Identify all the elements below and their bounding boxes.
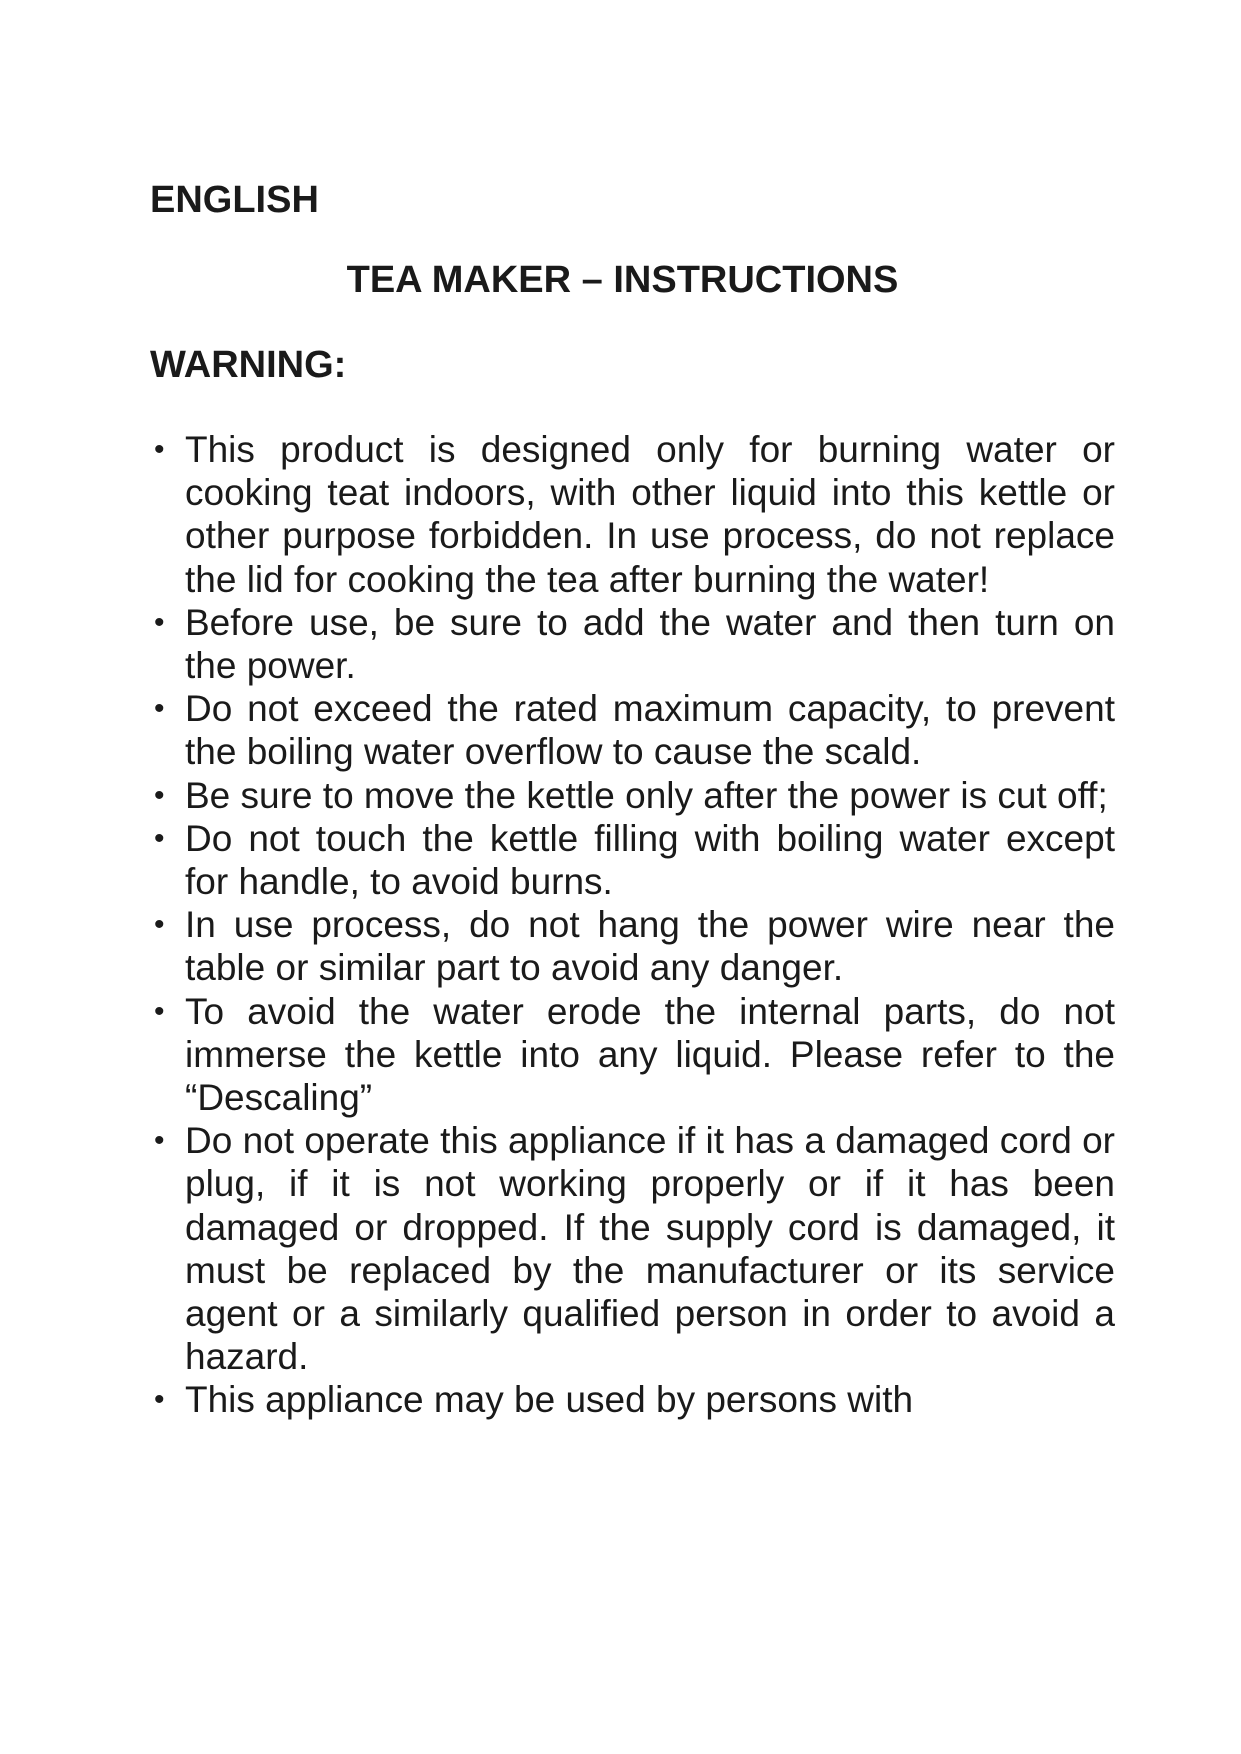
bullet-icon: • bbox=[154, 433, 165, 466]
bullet-icon: • bbox=[154, 605, 165, 639]
bullet-icon: • bbox=[154, 821, 165, 855]
warning-text: Do not operate this appliance if it has a damaged cord or plug, if it is not working properly or if it has been damaged or dropped. If the supply cord is damaged, it must be replaced by the manufacturer or its service agent or a similarly qualified person in order to avoid a hazard. bbox=[185, 1120, 1115, 1378]
warning-item bbox=[150, 903, 1115, 989]
warning-text: Before use, be sure to add the water and then turn on the power. bbox=[185, 601, 1115, 687]
warning-item bbox=[150, 601, 1115, 687]
bullet-icon: • bbox=[154, 908, 165, 942]
bullet-icon: • bbox=[154, 1124, 165, 1158]
warning-item bbox=[150, 428, 1115, 601]
warning-list bbox=[150, 428, 1115, 1422]
warning-item bbox=[150, 774, 1115, 817]
warning-item bbox=[150, 1119, 1115, 1378]
warning-text: This appliance may be used by persons with bbox=[185, 1379, 914, 1421]
warning-item bbox=[150, 687, 1115, 773]
warning-text: To avoid the water erode the internal parts, do not immerse the kettle into any liquid. Please refer to the “Descaling” bbox=[185, 990, 1115, 1119]
warning-text: This product is designed only for burning water or cooking teat indoors, with other liquid into this kettle or other purpose forbidden. In use process, do not replace the lid for cooking the tea after burning the water! bbox=[185, 429, 1115, 600]
warning-text: Be sure to move the kettle only after the power is cut off; bbox=[185, 774, 1108, 816]
bullet-icon: • bbox=[154, 692, 165, 726]
warning-text: Do not touch the kettle filling with boiling water except for handle, to avoid burns. bbox=[185, 817, 1115, 903]
bullet-icon: • bbox=[154, 778, 165, 812]
bullet-icon: • bbox=[154, 994, 165, 1028]
warning-item bbox=[150, 817, 1115, 903]
warning-item bbox=[150, 1378, 1115, 1421]
page-title: TEA MAKER – INSTRUCTIONS bbox=[346, 259, 899, 301]
bullet-icon: • bbox=[154, 1383, 165, 1417]
warning-heading: WARNING: bbox=[150, 344, 347, 386]
warning-item bbox=[150, 990, 1115, 1120]
warning-text: In use process, do not hang the power wire near the table or similar part to avoid any danger. bbox=[185, 904, 1115, 989]
language-heading: ENGLISH bbox=[150, 179, 319, 221]
warning-text: Do not exceed the rated maximum capacity, to prevent the boiling water overflow to cause the scald. bbox=[185, 688, 1115, 773]
